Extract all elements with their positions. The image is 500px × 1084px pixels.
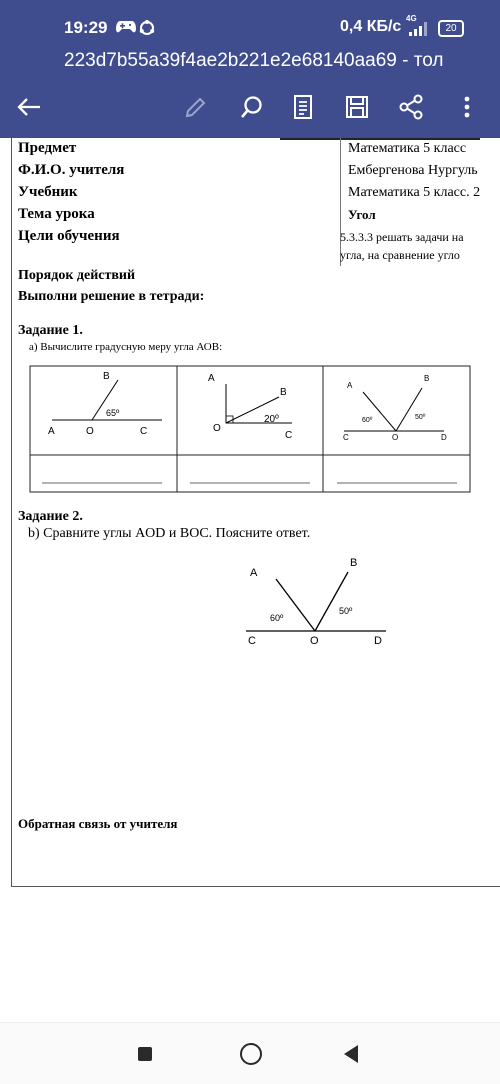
task1-heading: Задание 1. xyxy=(18,323,83,338)
recents-square-icon[interactable] xyxy=(138,1047,152,1061)
t2-angle-right: 50º xyxy=(339,606,353,616)
teacher-feedback-heading: Обратная связь от учителя xyxy=(18,816,178,831)
t2-label-o: O xyxy=(310,635,319,647)
document-title: 223d7b55a39f4ae2b221e2e68140aa69 - тол xyxy=(64,50,444,71)
search-icon[interactable] xyxy=(237,92,267,122)
fig3-angle-left: 60º xyxy=(362,417,373,424)
fig3-label-a: A xyxy=(347,381,353,390)
fig3-label-c: C xyxy=(343,433,349,442)
fig2-angle: 20º xyxy=(264,414,279,425)
status-time: 19:29 xyxy=(64,18,108,37)
instruction-text: Выполни решение в тетради: xyxy=(18,289,205,304)
t2-label-b: B xyxy=(350,557,358,569)
fig2-label-o: O xyxy=(213,423,221,434)
t2-label-a: A xyxy=(250,567,258,579)
fig1-angle: 65º xyxy=(106,408,120,418)
info-label-goals: Цели обучения xyxy=(18,228,120,244)
back-arrow-icon[interactable] xyxy=(14,92,44,122)
back-triangle-icon[interactable] xyxy=(344,1045,358,1068)
task2-prompt: b) Сравните углы AOD и BOC. Поясните ответ. xyxy=(28,526,311,541)
fig1-label-b: B xyxy=(103,371,110,382)
info-label-topic: Тема урока xyxy=(18,206,95,222)
fig2-label-c: C xyxy=(285,430,293,441)
task2-heading: Задание 2. xyxy=(18,509,83,524)
document-page[interactable] xyxy=(0,138,500,888)
order-heading: Порядок действий xyxy=(18,268,136,283)
task1-prompt: а) Вычислите градусную меру угла АОВ: xyxy=(29,341,223,353)
info-value-subject: Математика 5 класс xyxy=(348,141,467,156)
more-vert-icon[interactable] xyxy=(452,92,482,122)
info-label-teacher: Ф.И.О. учителя xyxy=(18,162,125,178)
t2-angle-left: 60º xyxy=(270,613,284,623)
home-circle-icon[interactable] xyxy=(240,1043,262,1065)
read-mode-icon[interactable] xyxy=(288,92,318,122)
fig3-label-b: B xyxy=(424,374,430,383)
network-speed: 0,4 КБ/с xyxy=(340,18,402,35)
network-type: 4G xyxy=(406,14,417,23)
sync-icon xyxy=(138,20,156,41)
signal-icon xyxy=(405,22,431,41)
fig3-label-d: D xyxy=(441,433,447,442)
system-nav-bar xyxy=(0,1022,500,1084)
info-value-teacher: Ембергенова Нургуль xyxy=(348,163,478,178)
fig3-label-o: O xyxy=(392,433,399,442)
save-icon[interactable] xyxy=(342,92,372,122)
t2-label-d: D xyxy=(374,635,382,647)
info-label-subject: Предмет xyxy=(18,140,77,156)
info-value-goals-line2: угла, на сравнение угло xyxy=(340,248,460,262)
fig2-label-a: A xyxy=(208,373,215,384)
fig1-label-c: C xyxy=(140,426,148,437)
fig1-label-o: O xyxy=(86,426,94,437)
gamepad-icon xyxy=(116,20,136,39)
edit-pencil-icon[interactable] xyxy=(181,92,211,122)
fig2-label-b: B xyxy=(280,387,287,398)
info-value-textbook: Математика 5 класс. 2 xyxy=(348,185,481,200)
t2-label-c: C xyxy=(248,635,256,647)
battery-icon: 20 xyxy=(438,20,464,37)
fig3-angle-right: 50º xyxy=(415,414,426,421)
share-icon[interactable] xyxy=(396,92,426,122)
app-bar xyxy=(0,0,500,138)
info-value-topic: Угол xyxy=(348,207,376,222)
info-value-goals: 5.3.3.3 решать задачи на xyxy=(340,230,464,244)
info-label-textbook: Учебник xyxy=(18,184,78,200)
fig1-label-a: A xyxy=(48,426,55,437)
